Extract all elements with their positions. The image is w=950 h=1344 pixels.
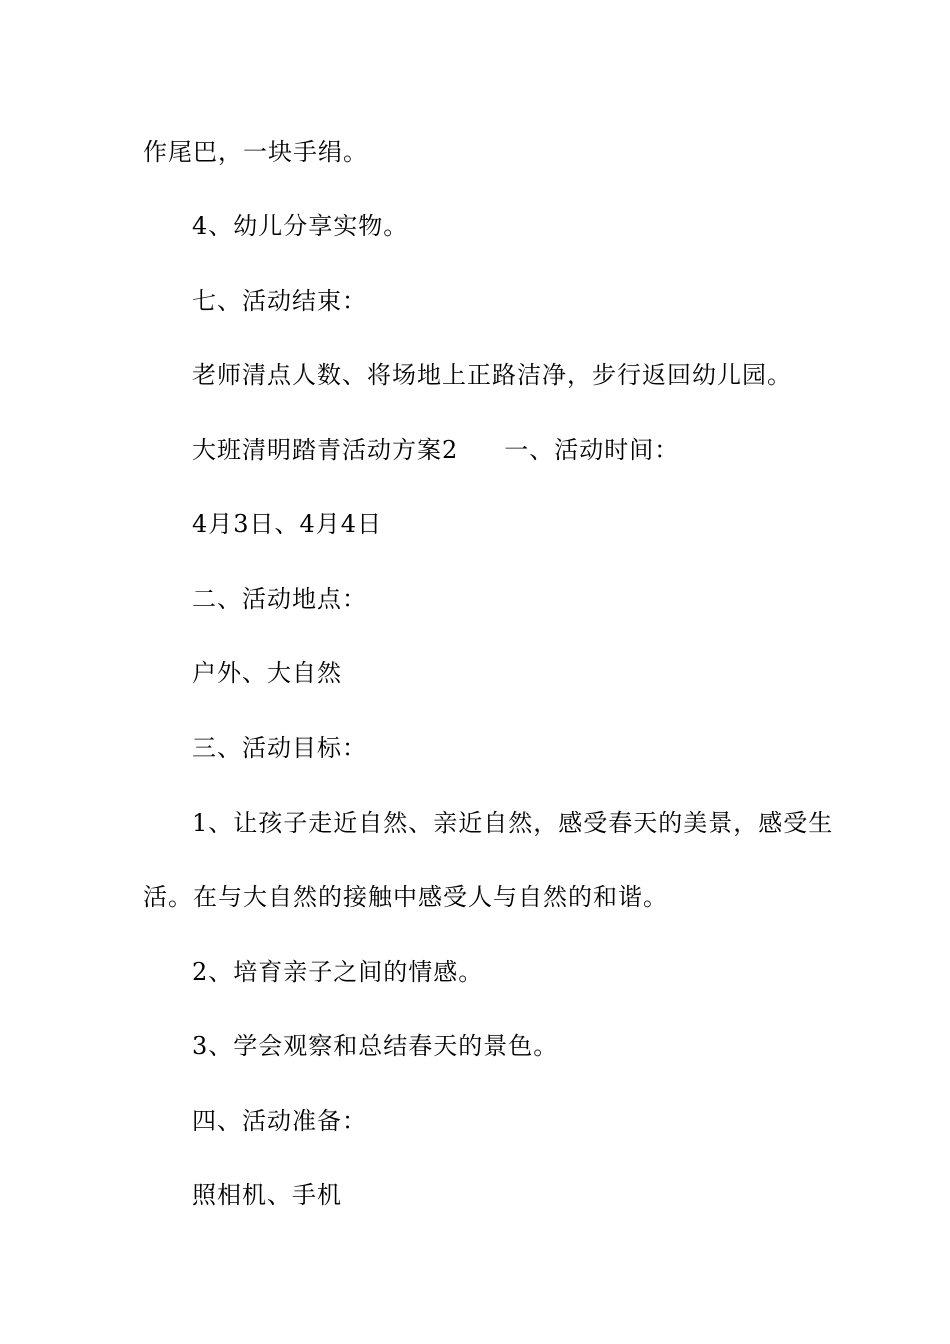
paragraph: 户外、大自然 [192,659,342,687]
list-item: 1、让孩子走近自然、亲近自然，感受春天的美景，感受生 [192,809,834,837]
document-title: 大班清明踏青活动方案2 [192,436,459,464]
paragraph-continuation: 活。在与大自然的接触中感受人与自然的和谐。 [143,883,668,911]
section-heading: 四、活动准备： [192,1107,367,1135]
list-item: 3、学会观察和总结春天的景色。 [192,1032,559,1060]
section-heading: 一、活动时间： [504,436,680,464]
section-heading: 三、活动目标： [192,734,367,762]
list-item: 2、培育亲子之间的情感。 [192,958,484,986]
list-item: 4、幼儿分享实物。 [192,212,409,240]
paragraph: 照相机、手机 [192,1181,342,1209]
paragraph: 4月3日、4月4日 [192,510,383,538]
section-heading: 二、活动地点： [192,585,367,613]
title-line [192,435,679,465]
paragraph: 老师清点人数、将场地上正路洁净，步行返回幼儿园。 [192,361,792,389]
paragraph-continuation: 作尾巴，一块手绢。 [143,138,368,166]
section-heading: 七、活动结束： [192,287,367,315]
